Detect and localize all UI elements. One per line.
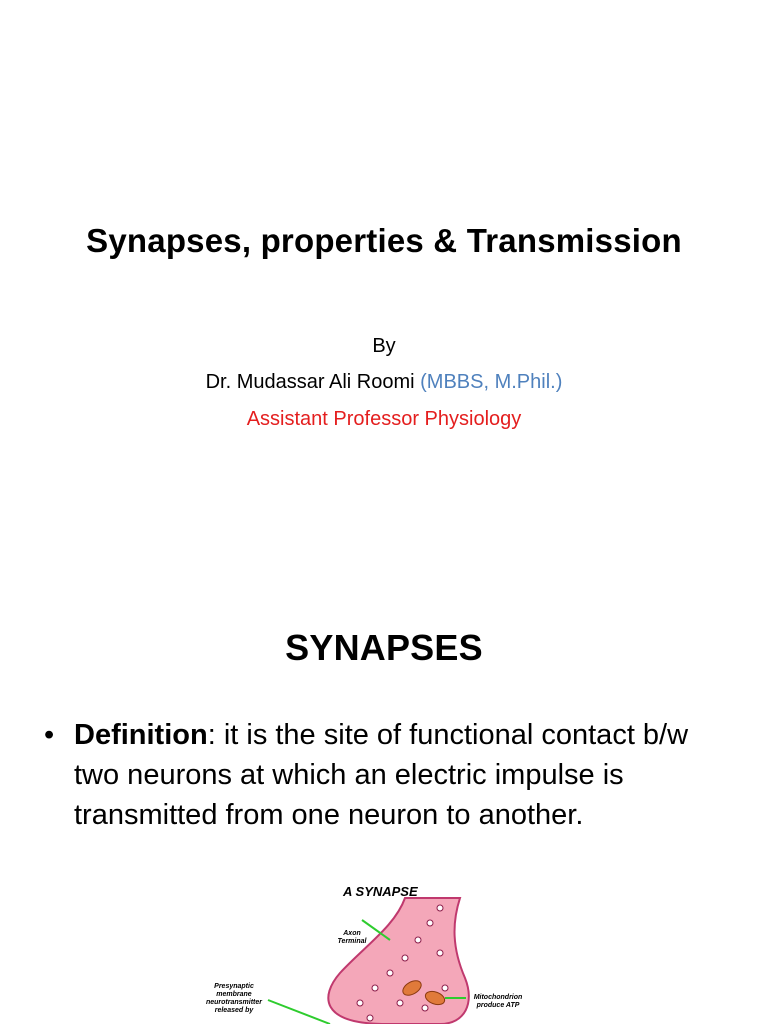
vesicle <box>387 970 393 976</box>
vesicle <box>372 985 378 991</box>
vesicle <box>442 985 448 991</box>
vesicle <box>367 1015 373 1021</box>
definition-term: Definition <box>74 719 208 751</box>
bullet-icon: • <box>44 719 55 751</box>
presynaptic-label: Presynaptic membrane neurotransmitter released by <box>205 983 262 1014</box>
axon-terminal-label: Axon Terminal <box>337 930 367 945</box>
author-line <box>0 371 768 394</box>
vesicle <box>437 905 443 911</box>
by-label: By <box>372 335 396 357</box>
mitochondrion-label: Mitochondrion produce ATP <box>473 994 523 1009</box>
vesicle <box>357 1000 363 1006</box>
author-degree: (MBBS, M.Phil.) <box>420 371 563 393</box>
vesicle <box>427 920 433 926</box>
vesicle <box>422 1005 428 1011</box>
author-name: Dr. Mudassar Ali Roomi <box>205 371 415 393</box>
definition-bullet <box>44 715 734 835</box>
slide-title: Synapses, properties & Transmission <box>86 222 682 259</box>
author-role: Assistant Professor Physiology <box>246 408 522 430</box>
diagram-title: A SYNAPSE <box>343 884 418 899</box>
vesicle <box>402 955 408 961</box>
section-title: SYNAPSES <box>285 627 483 668</box>
synapses-slide <box>0 560 768 1024</box>
synapse-diagram <box>190 878 590 1024</box>
definition-text <box>74 715 734 835</box>
vesicle <box>397 1000 403 1006</box>
presynaptic-pointer-line <box>268 1000 330 1024</box>
definition-body: : it is the site of functional contact b/w two neurons at which an electric impulse is transmitted from one neuron to another. <box>74 719 689 831</box>
vesicle <box>415 937 421 943</box>
vesicle <box>437 950 443 956</box>
